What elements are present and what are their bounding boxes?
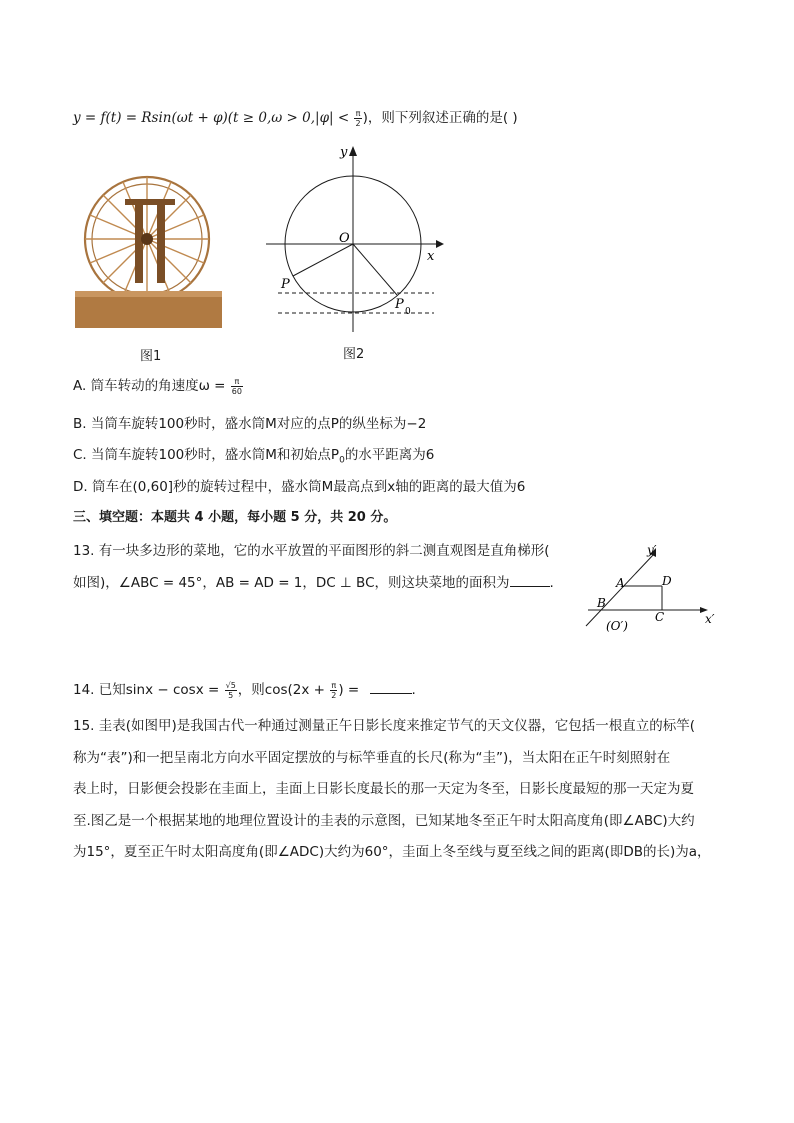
q12-stem-tail: )，则下列叙述正确的是( ) [362,110,518,126]
q14: 14. 已知sinx − cosx = $\frac{√5}{5}$ ，则cos(2x + $\frac{\pi}{2}$ ) = . [73,680,416,700]
q12-formula: y = f(t) = Rsin(ωt + φ)(t ≥ 0,ω > 0,|φ| < [73,110,354,126]
circle-diagram [258,142,448,342]
figure2-caption: 图2 [343,347,365,362]
q15-line5: 为15°，夏至正午时太阳高度角(即∠ADC)大约为60°，圭面上冬至线与夏至线之间的距离(即DB的长)为a， [73,844,711,860]
q15-line4: 至.图乙是一个根据某地的地理位置设计的圭表的示意图，已知某地冬至正午时太阳高度角(即∠ABC)大约 [73,813,695,829]
option-d: D. 筒车在(0,60]秒的旋转过程中，盛水筒M最高点到x轴的距离的最大值为6 [73,479,526,495]
section-heading: 三、填空题：本题共 4 小题，每小题 5 分，共 20 分。 [73,510,397,525]
point-p0-subscript: 0 [405,307,411,317]
option-a: A. 筒车转动的角速度ω = $\frac{\pi}{60}$ [73,376,242,396]
q15-line1: 15. 圭表(如图甲)是我国古代一种通过测量正午日影长度来推定节气的天文仪器，它包括一根直立的标竿( [73,718,696,734]
origin-label: O [339,231,350,246]
q12-stem [73,108,518,128]
option-b: B. 当筒车旋转100秒时，盛水筒M对应的点P的纵坐标为−2 [73,416,427,432]
q15-line2: 称为“表”)和一把呈南北方向水平固定摆放的与标竿垂直的长尺(称为“圭”)，当太阳在正午时刻照射在 [73,750,671,766]
option-c: C. 当筒车旋转100秒时，盛水筒M和初始点$P_0$的水平距离为6 [73,447,435,466]
x-prime-label: x′ [705,612,715,626]
point-p0-label: P [395,297,404,312]
trapezoid-diagram [580,540,720,640]
figure1-caption: 图1 [140,349,162,364]
q12-phi-fraction: $\frac{\pi}{2}$ [355,108,361,128]
origin-prime-label: (O′) [606,619,628,633]
point-d-label: D [662,574,672,588]
q14-answer-blank[interactable] [370,679,412,694]
point-p-label: P [281,277,290,292]
q13-line1: 13. 有一块多边形的菜地，它的水平放置的平面图形的斜二测直观图是直角梯形( [73,543,550,559]
y-prime-label: y′ [647,543,657,557]
q15-line3: 表上时，日影便会投影在圭面上，圭面上日影长度最长的那一天定为冬至，日影长度最短的那一天定为夏 [73,781,694,797]
y-axis-label: y [340,145,348,160]
point-a-label: A [616,576,625,590]
x-axis-label: x [427,249,435,264]
water-wheel-photo [75,163,222,328]
point-c-label: C [655,610,665,624]
q13-line2: 如图)，∠ABC = 45°，AB = AD = 1，DC ⊥ BC，则这块菜地的面积为 . [73,572,554,593]
point-b-label: B [597,596,606,610]
q13-answer-blank[interactable] [510,572,550,587]
